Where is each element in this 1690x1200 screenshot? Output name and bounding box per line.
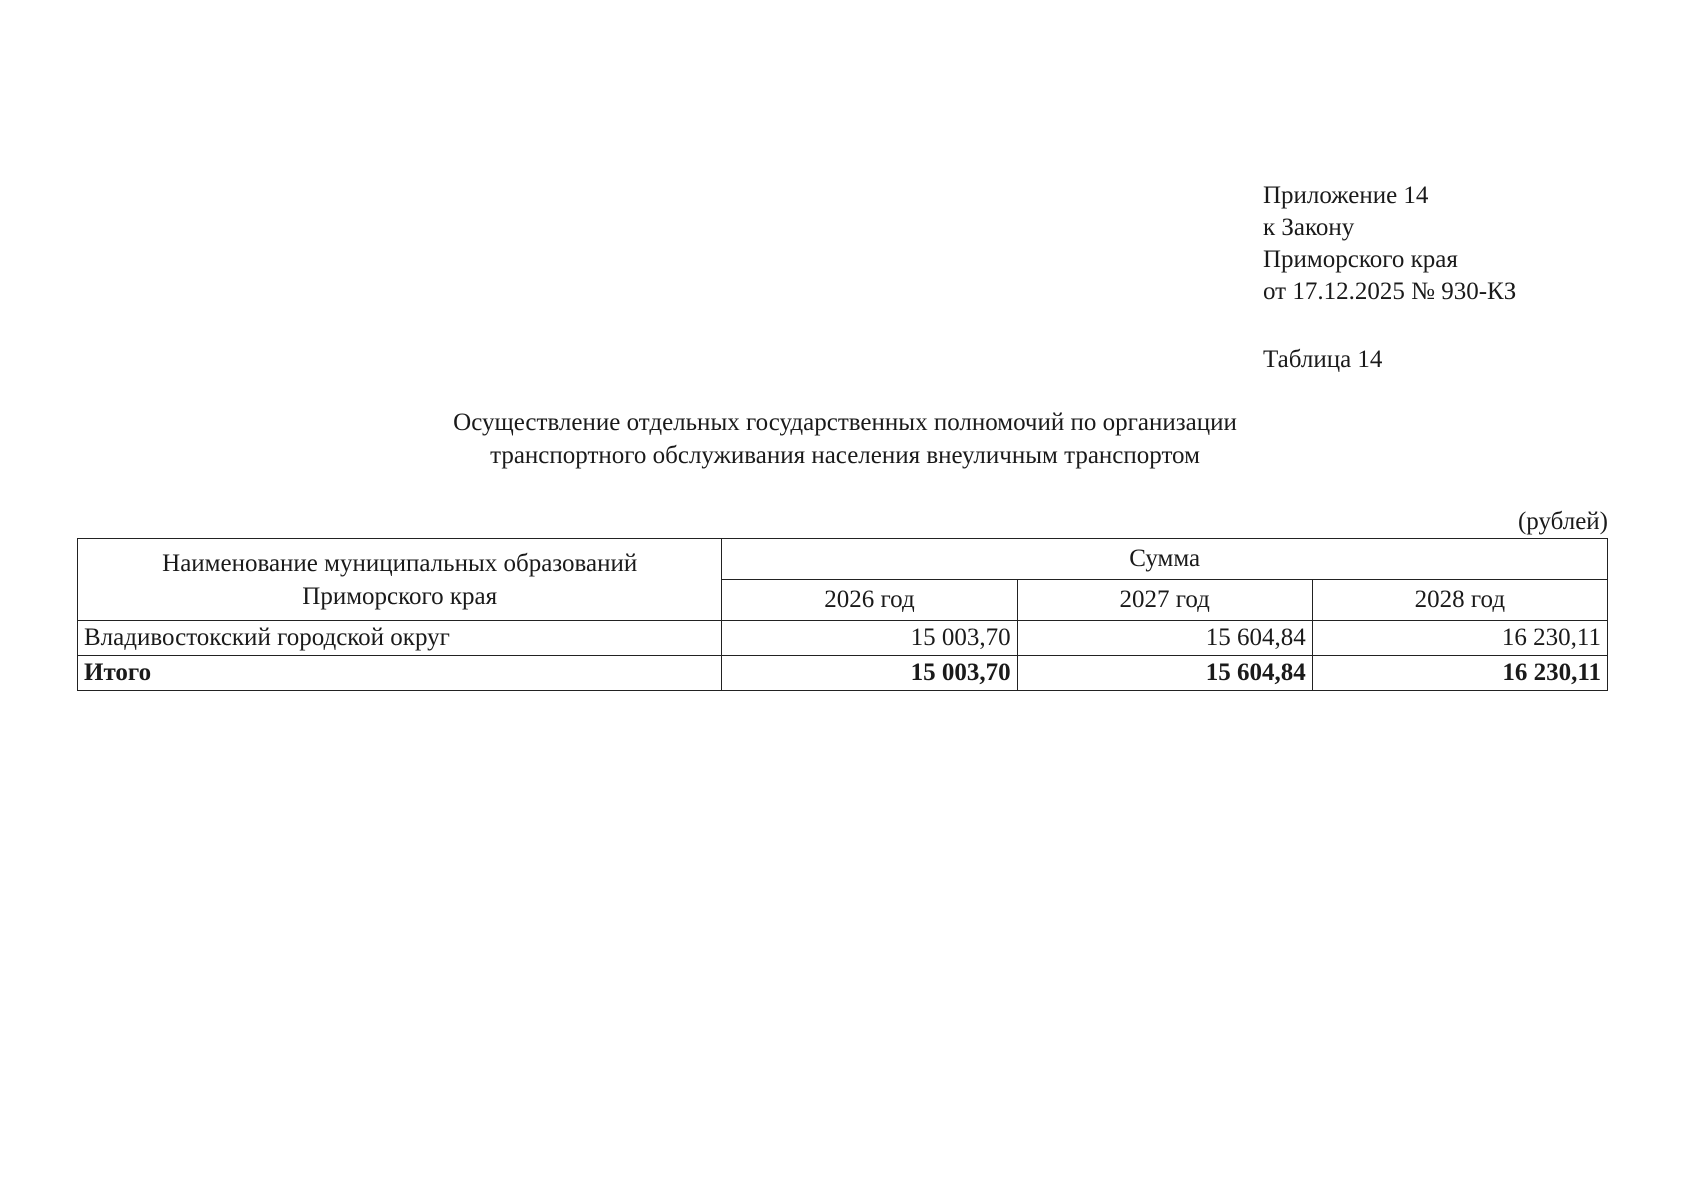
document-title xyxy=(0,406,1690,472)
total-label: Итого xyxy=(78,656,722,691)
appendix-line: Приложение 14 xyxy=(1263,182,1429,209)
header-year-2027: 2027 год xyxy=(1017,580,1312,621)
table-row xyxy=(78,621,1608,656)
document-title-line: транспортного обслуживания населения внеуличным транспортом xyxy=(490,442,1200,469)
document-title-line: Осуществление отдельных государственных полномочий по организации xyxy=(453,409,1237,436)
appendix-block xyxy=(1263,180,1516,308)
total-2028: 16 230,11 xyxy=(1312,656,1607,691)
units-label: (рублей) xyxy=(1517,508,1608,535)
budget-table xyxy=(77,538,1608,691)
table-number-label: Таблица 14 xyxy=(1263,346,1383,373)
header-municipality xyxy=(78,539,722,621)
value-2027: 15 604,84 xyxy=(1017,621,1312,656)
total-row xyxy=(78,656,1608,691)
value-2028: 16 230,11 xyxy=(1312,621,1607,656)
header-year-2028: 2028 год xyxy=(1312,580,1607,621)
value-2026: 15 003,70 xyxy=(722,621,1017,656)
appendix-line: Приморского края xyxy=(1263,246,1458,273)
header-year-2026: 2026 год xyxy=(722,580,1017,621)
header-municipality-line: Приморского края xyxy=(302,582,498,610)
header-municipality-line: Наименование муниципальных образований xyxy=(162,549,638,577)
total-2027: 15 604,84 xyxy=(1017,656,1312,691)
table-header-row xyxy=(78,539,1608,580)
appendix-line: к Закону xyxy=(1263,214,1355,241)
municipality-name: Владивостокский городской округ xyxy=(78,621,722,656)
appendix-line: от 17.12.2025 № 930-КЗ xyxy=(1263,278,1517,305)
total-2026: 15 003,70 xyxy=(722,656,1017,691)
header-sum: Сумма xyxy=(722,539,1608,580)
